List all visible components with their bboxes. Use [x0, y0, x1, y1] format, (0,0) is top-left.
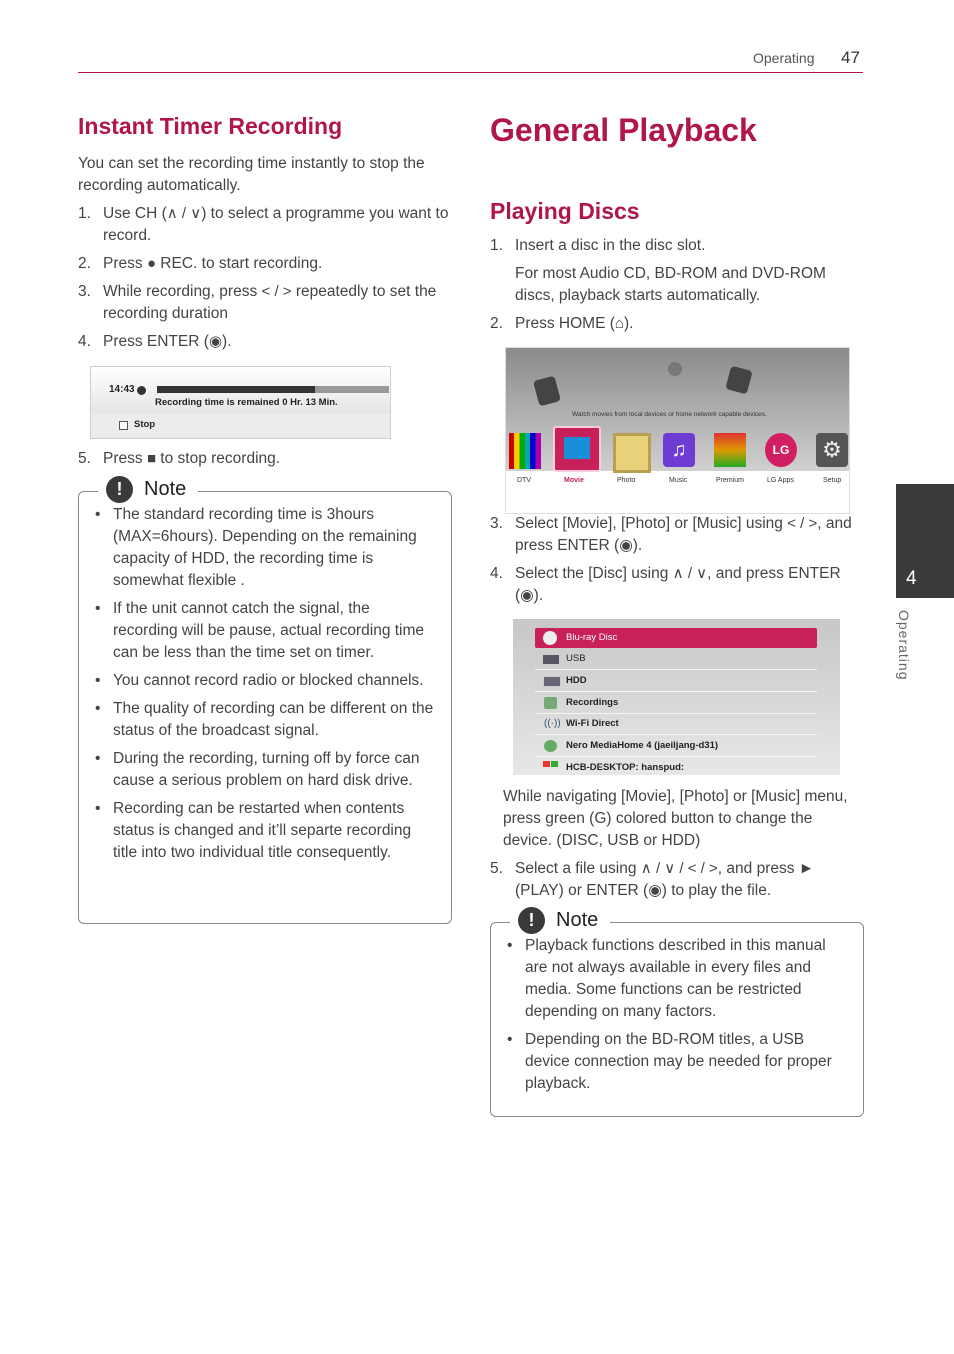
step-item: 4. Press ENTER (◉). — [78, 333, 232, 350]
step-item: 2. Press HOME (⌂). — [490, 315, 634, 332]
playback-steps-mid — [490, 513, 858, 613]
home-menu-screenshot — [505, 347, 850, 514]
setup-icon[interactable]: ⚙ — [816, 433, 848, 467]
device-item-desktop[interactable]: HCB-DESKTOP: hanspud: — [566, 762, 685, 773]
step-item: 3. While recording, press < / > repeatedly to set the recording duration — [78, 283, 437, 322]
movie-icon[interactable] — [553, 426, 601, 472]
disc-icon — [543, 631, 557, 645]
direction-arrows-icon: ∧ / ∨ / < / > — [640, 860, 718, 877]
device-item-bluray[interactable]: Blu-ray Disc — [566, 632, 618, 643]
device-item-hdd[interactable]: HDD — [566, 675, 587, 686]
home-item-photo[interactable]: Photo — [617, 477, 636, 484]
chapter-tab — [896, 484, 954, 598]
record-dot-icon: ● — [146, 255, 156, 272]
dtv-icon[interactable] — [509, 433, 541, 469]
running-header-section: Operating — [753, 50, 815, 66]
step-item: 5. Press ■ to stop recording. — [78, 450, 281, 467]
home-item-setup[interactable]: Setup — [823, 477, 842, 484]
device-item-wifi-direct[interactable]: Wi-Fi Direct — [566, 718, 619, 729]
page-title: General Playback — [490, 112, 757, 148]
navigation-tip: While navigating [Movie], [Photo] or [Music] menu, press green (G) colored button to change the device. (DISC, USB or HDD) — [503, 788, 848, 849]
windows-icon — [543, 761, 550, 767]
note-item: • You cannot record radio or blocked channels. — [89, 670, 434, 692]
home-icon: ⌂ — [614, 315, 624, 332]
recordings-icon — [544, 697, 557, 709]
recording-osd-screenshot — [90, 366, 391, 439]
stop-checkbox-icon — [119, 421, 128, 430]
osd-time: 14:43 — [109, 384, 135, 395]
home-item-music[interactable]: Music — [669, 477, 688, 484]
device-item-recordings[interactable]: Recordings — [566, 697, 619, 708]
home-banner-text: Watch movies from local devices or home network capable devices. — [572, 411, 767, 418]
home-item-dtv[interactable]: DTV — [517, 477, 531, 484]
stop-square-icon: ■ — [146, 450, 156, 467]
note-item: • The standard recording time is 3hours (MAX=6hours). Depending on the remaining capacity of HDD, the recording time is somewhat flexible . — [89, 504, 434, 592]
section-subtitle: Playing Discs — [490, 198, 640, 224]
osd-progress-fill — [157, 386, 315, 393]
osd-progress-track — [157, 386, 389, 393]
step-item: 3. Select [Movie], [Photo] or [Music] using < / >, and press ENTER (◉). — [490, 515, 852, 554]
note-item: • Recording can be restarted when contents status is changed and it’ll separte recording title into two individual title consequently. — [89, 798, 434, 864]
note-title: Note — [144, 478, 187, 500]
note-item: • During the recording, turning off by force can cause a serious problem on hard disk drive. — [89, 748, 434, 792]
record-dot-icon — [137, 386, 146, 395]
note-item: • Depending on the BD-ROM titles, a USB device connection may be needed for proper playback. — [501, 1029, 849, 1095]
media-server-icon — [544, 740, 557, 752]
premium-icon[interactable] — [714, 433, 746, 467]
osd-stop-label: Stop — [134, 419, 156, 430]
exclamation-icon: ! — [106, 476, 133, 503]
osd-message: Recording time is remained 0 Hr. 13 Min. — [155, 397, 338, 408]
left-right-arrows-icon: < / > — [261, 283, 292, 300]
page-number: 47 — [841, 48, 860, 67]
note-title: Note — [556, 909, 599, 931]
chapter-number: 4 — [906, 568, 917, 589]
spotlight-icon — [668, 362, 682, 376]
home-item-premium[interactable]: Premium — [716, 477, 745, 484]
note-list-timer — [89, 504, 434, 870]
playback-steps-top — [490, 235, 858, 341]
up-down-arrows-icon: ∧ / ∨ — [166, 205, 202, 222]
left-right-arrows-icon: < / > — [787, 515, 818, 532]
home-item-movie[interactable]: Movie — [564, 477, 584, 484]
note-header — [510, 907, 610, 934]
intro-text: You can set the recording time instantly to stop the recording automatically. — [78, 155, 425, 194]
note-item: • The quality of recording can be different on the status of the broadcast signal. — [89, 698, 434, 742]
step-item: 4. Select the [Disc] using ∧ / ∨, and press ENTER (◉). — [490, 565, 841, 604]
note-item: • If the unit cannot catch the signal, the recording will be pause, actual recording time can be less than the time set on timer. — [89, 598, 434, 664]
playback-step5 — [490, 858, 858, 908]
step-item: 1. Use CH (∧ / ∨) to select a programme you want to record. — [78, 205, 449, 244]
home-labels — [506, 477, 849, 491]
device-item-nero[interactable]: Nero MediaHome 4 (jaeiljang-d31) — [566, 740, 719, 751]
note-list-playback — [501, 935, 849, 1101]
chapter-label: Operating — [896, 610, 912, 681]
photo-icon[interactable] — [613, 433, 651, 473]
usb-icon — [543, 655, 559, 664]
up-down-arrows-icon: ∧ / ∨ — [672, 565, 708, 582]
step-item: 2. Press ● REC. to start recording. — [78, 255, 323, 272]
home-item-lg-apps[interactable]: LG Apps — [767, 477, 794, 484]
hdd-icon — [543, 676, 561, 687]
device-item-usb[interactable]: USB — [566, 653, 586, 664]
lg-apps-icon[interactable]: LG — [765, 433, 797, 467]
header-rule — [78, 72, 863, 73]
device-list-screenshot — [513, 619, 840, 775]
enter-icon: ◉ — [208, 333, 223, 350]
section-title: Instant Timer Recording — [78, 113, 343, 139]
music-icon[interactable]: ♫ — [663, 433, 695, 467]
step-item: 5. Select a file using ∧ / ∨ / < / >, and press ► (PLAY) or ENTER (◉) to play the file. — [490, 860, 815, 899]
step-item: 1. Insert a disc in the disc slot. — [490, 237, 706, 254]
wifi-direct-icon: ((·)) — [544, 718, 561, 729]
timer-steps — [78, 203, 453, 353]
note-header — [98, 476, 198, 503]
step-detail: For most Audio CD, BD-ROM and DVD-ROM discs, playback starts automatically. — [515, 265, 826, 304]
note-item: • Playback functions described in this manual are not always available in every files and media. Some functions can be restricted depending on many factors. — [501, 935, 849, 1023]
instant-timer-section — [78, 113, 453, 359]
exclamation-icon: ! — [518, 907, 545, 934]
timer-step5 — [78, 448, 453, 476]
